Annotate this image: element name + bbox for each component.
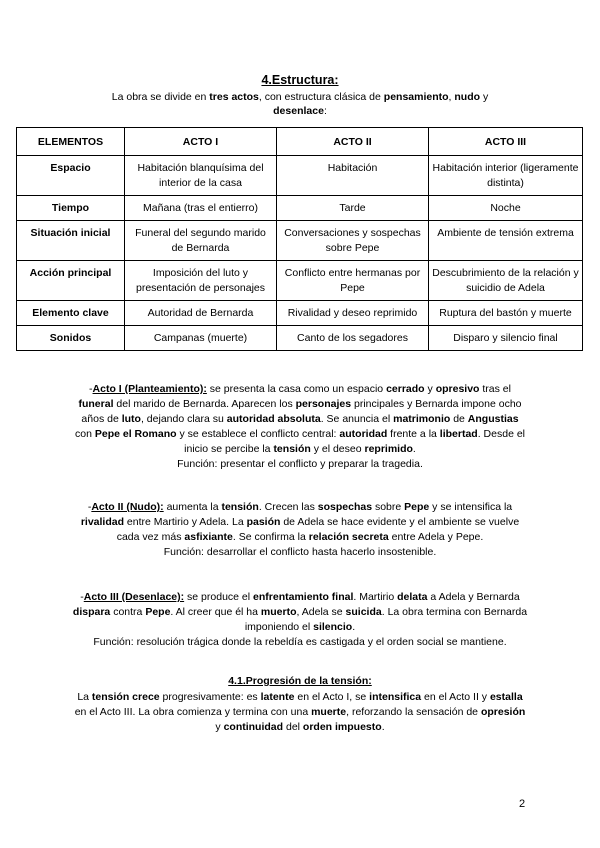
intro-text: :: [323, 105, 327, 117]
table-cell: Autoridad de Bernarda: [125, 301, 277, 326]
header-acto-2: ACTO II: [277, 128, 429, 156]
row-label: Acción principal: [17, 261, 125, 301]
bold-text: autoridad absoluta: [226, 413, 321, 425]
subsection-title: 4.1.Progresión de la tensión:: [228, 675, 372, 687]
table-row: [17, 326, 583, 351]
table-cell: Noche: [429, 196, 583, 221]
text: a Adela y Bernarda: [427, 591, 520, 603]
bold-text: reprimido: [364, 443, 413, 455]
row-label: Situación inicial: [17, 221, 125, 261]
bold-text: tensión crece: [91, 691, 160, 703]
text: , dejando clara su: [140, 413, 227, 425]
text: entre Adela y Pepe.: [388, 531, 484, 543]
table-cell: Tarde: [277, 196, 429, 221]
bold-text: Pepe: [404, 501, 430, 513]
text: . Al creer que él ha: [170, 606, 261, 618]
table-row: [17, 221, 583, 261]
bold-text: sospechas: [317, 501, 373, 513]
intro-bold: tres actos: [209, 91, 259, 103]
text: . Crecen las: [258, 501, 318, 513]
dash: -: [80, 591, 84, 603]
text: , reforzando la sensación de: [346, 706, 481, 718]
acto-1-label: Acto I (Planteamiento):: [92, 383, 207, 395]
text: tras el: [479, 383, 511, 395]
text: y: [424, 383, 436, 395]
text: en el Acto III. La obra comienza y termina con una: [74, 706, 312, 718]
table-cell: Canto de los segadores: [277, 326, 429, 351]
header-acto-3: ACTO III: [429, 128, 583, 156]
text: La: [77, 691, 92, 703]
bold-text: suicida: [345, 606, 382, 618]
table-cell: Habitación: [277, 156, 429, 196]
section-title: 4.Estructura:: [261, 73, 339, 87]
text: en el Acto II y: [421, 691, 490, 703]
table-cell: Funeral del segundo marido de Bernarda: [125, 221, 277, 261]
text: . Martirio: [353, 591, 398, 603]
bold-text: tensión: [273, 443, 311, 455]
bold-text: cerrado: [386, 383, 425, 395]
text: . La obra termina con Bernarda imponiendo el: [244, 606, 528, 633]
text: . Se confirma la: [232, 531, 309, 543]
bold-text: opresivo: [435, 383, 480, 395]
bold-text: enfrentamiento final: [253, 591, 354, 603]
table-cell: Ambiente de tensión extrema: [429, 221, 583, 261]
bold-text: asfixiante: [184, 531, 233, 543]
progresion-paragraph: [72, 690, 528, 735]
table-header-row: [17, 128, 583, 156]
table-cell: Campanas (muerte): [125, 326, 277, 351]
text: del marido de Bernarda. Aparecen los: [113, 398, 296, 410]
bold-text: matrimonio: [393, 413, 451, 425]
bold-text: estalla: [489, 691, 523, 703]
text: y se intensifica la: [429, 501, 513, 513]
text: y: [215, 721, 224, 733]
bold-text: intensifica: [369, 691, 422, 703]
bold-text: silencio: [313, 621, 353, 633]
text: .: [381, 721, 385, 733]
intro-paragraph: [90, 90, 510, 118]
bold-text: Pepe el Romano: [94, 428, 177, 440]
header-acto-1: ACTO I: [125, 128, 277, 156]
table-row: [17, 196, 583, 221]
intro-text: La obra se divide en: [111, 91, 210, 103]
text: en el Acto I, se: [294, 691, 370, 703]
text: . Se anuncia el: [320, 413, 394, 425]
table-cell: Habitación blanquísima del interior de la casa: [125, 156, 277, 196]
table-cell: Ruptura del bastón y muerte: [429, 301, 583, 326]
intro-bold: desenlace: [273, 105, 324, 117]
bold-text: luto: [121, 413, 141, 425]
row-label: Tiempo: [17, 196, 125, 221]
text: y el deseo: [310, 443, 365, 455]
bold-text: autoridad: [339, 428, 388, 440]
header-elementos: ELEMENTOS: [17, 128, 125, 156]
text: aumenta la: [163, 501, 222, 513]
table-row: [17, 156, 583, 196]
text: con: [75, 428, 95, 440]
bold-text: pasión: [246, 516, 281, 528]
bold-text: muerto: [260, 606, 297, 618]
table-row: [17, 261, 583, 301]
acto-1-funcion: Función: presentar el conflicto y preparar la tragedia.: [177, 458, 423, 470]
intro-text: y: [480, 91, 489, 103]
text: entre Martirio y Adela. La: [124, 516, 247, 528]
acto-1-paragraph: [72, 382, 528, 472]
text: del: [283, 721, 303, 733]
text: se produce el: [184, 591, 254, 603]
structure-table: [16, 127, 583, 351]
bold-text: opresión: [480, 706, 526, 718]
row-label: Elemento clave: [17, 301, 125, 326]
page-number: 2: [519, 798, 526, 810]
text: frente a la: [387, 428, 440, 440]
text: . Desde el inicio se percibe la: [184, 428, 525, 455]
table-cell: Rivalidad y deseo reprimido: [277, 301, 429, 326]
text: .: [352, 621, 356, 633]
table-row: [17, 301, 583, 326]
bold-text: libertad: [439, 428, 478, 440]
bold-text: continuidad: [223, 721, 284, 733]
acto-2-funcion: Función: desarrollar el conflicto hasta hacerlo insostenible.: [163, 546, 437, 558]
text: , Adela se: [296, 606, 346, 618]
acto-2-paragraph: [72, 500, 528, 560]
text: .: [412, 443, 416, 455]
table-cell: Conversaciones y sospechas sobre Pepe: [277, 221, 429, 261]
dash: -: [87, 501, 92, 513]
bold-text: Pepe: [145, 606, 171, 618]
bold-text: funeral: [78, 398, 114, 410]
text: de: [450, 413, 468, 425]
intro-text: ,: [448, 91, 455, 103]
bold-text: relación secreta: [308, 531, 389, 543]
intro-bold: nudo: [454, 91, 481, 103]
bold-text: latente: [260, 691, 295, 703]
table-cell: Conflicto entre hermanas por Pepe: [277, 261, 429, 301]
bold-text: orden impuesto: [302, 721, 382, 733]
intro-text: , con estructura clásica de: [258, 91, 384, 103]
table-cell: Descubrimiento de la relación y suicidio de Adela: [429, 261, 583, 301]
bold-text: rivalidad: [80, 516, 125, 528]
bold-text: Angustias: [467, 413, 519, 425]
acto-3-label: Acto III (Desenlace):: [83, 591, 185, 603]
table-cell: Habitación interior (ligeramente distinta): [429, 156, 583, 196]
bold-text: delata: [397, 591, 428, 603]
text: se presenta la casa como un espacio: [206, 383, 387, 395]
text: y se establece el conflicto central:: [176, 428, 340, 440]
dash: -: [89, 383, 93, 395]
row-label: Sonidos: [17, 326, 125, 351]
text: principales y Bernarda impone ocho años de: [81, 398, 522, 425]
bold-text: dispara: [72, 606, 111, 618]
acto-3-paragraph: [72, 590, 528, 650]
text: contra: [110, 606, 146, 618]
text: de Adela se hace evidente y el ambiente se vuelve cada vez más: [116, 516, 520, 543]
bold-text: muerte: [311, 706, 347, 718]
text: progresivamente: es: [159, 691, 261, 703]
bold-text: tensión: [221, 501, 259, 513]
table-cell: Disparo y silencio final: [429, 326, 583, 351]
acto-3-funcion: Función: resolución trágica donde la rebeldía es castigada y el orden social se mantiene.: [93, 636, 507, 648]
intro-bold: pensamiento: [383, 91, 449, 103]
bold-text: personajes: [295, 398, 352, 410]
row-label: Espacio: [17, 156, 125, 196]
text: sobre: [372, 501, 405, 513]
table-cell: Imposición del luto y presentación de personajes: [125, 261, 277, 301]
table-cell: Mañana (tras el entierro): [125, 196, 277, 221]
acto-2-label: Acto II (Nudo):: [91, 501, 164, 513]
